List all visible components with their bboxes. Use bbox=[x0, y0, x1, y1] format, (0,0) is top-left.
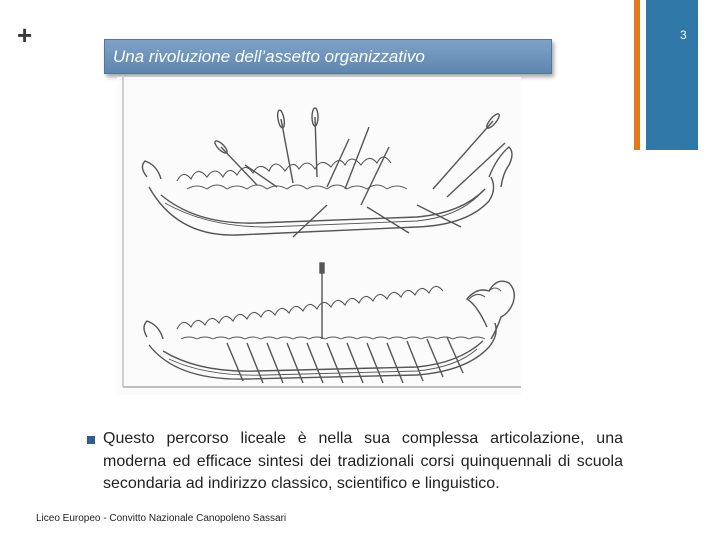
bullet-text: Questo percorso liceale è nella sua complessa articolazione, una moderna ed efficace sintesi dei tradizionali corsi quinquennali di scuola secondaria ad indirizzo classico, scientifico e linguistico. bbox=[103, 430, 623, 492]
viking-longships-drawing-icon bbox=[117, 77, 521, 395]
title-bar bbox=[104, 39, 552, 74]
slide-title: Una rivoluzione dell’assetto organizzativo bbox=[113, 47, 425, 66]
orange-accent-bar bbox=[634, 0, 640, 150]
page-number: 3 bbox=[680, 28, 687, 42]
plus-icon: + bbox=[17, 20, 33, 50]
footer-text: Liceo Europeo - Convitto Nazionale Canopoleno Sassari bbox=[36, 513, 287, 524]
blue-accent-bar bbox=[646, 0, 698, 150]
square-bullet-icon bbox=[87, 436, 95, 444]
